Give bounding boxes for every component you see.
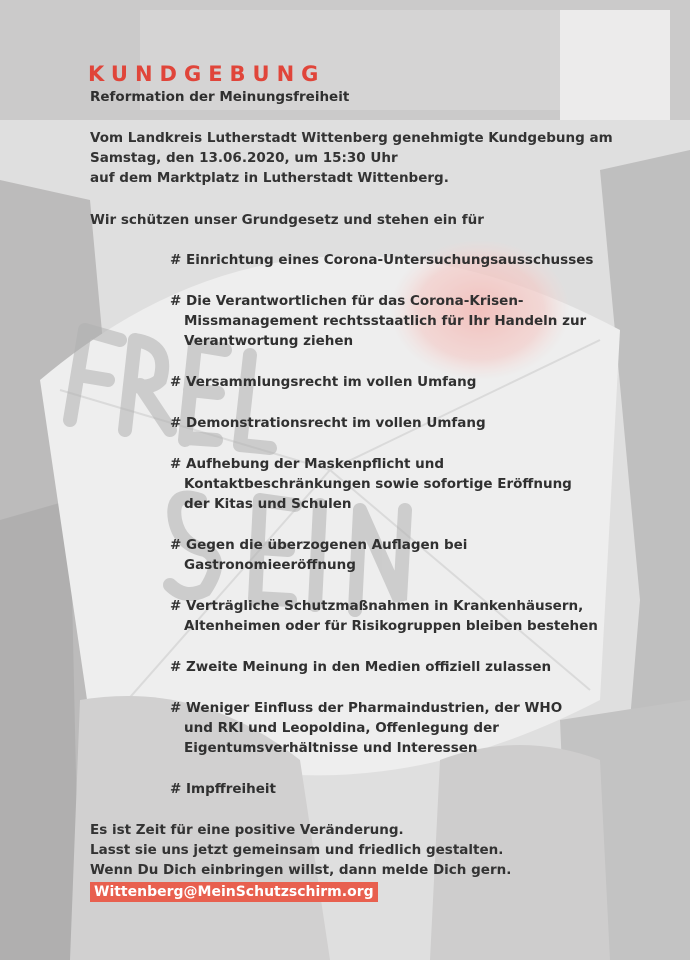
- demand-line: # Zweite Meinung in den Medien offiziell zulassen: [170, 659, 552, 675]
- demand-item: [170, 454, 668, 514]
- demand-line: # Gegen die überzogenen Auflagen bei: [170, 537, 468, 553]
- demand-item: [170, 535, 668, 575]
- demand-line: der Kitas und Schulen: [184, 496, 352, 512]
- demand-item: [170, 779, 668, 799]
- demand-line: Verantwortung ziehen: [184, 333, 354, 349]
- demand-line: # Demonstrationsrecht im vollen Umfang: [170, 415, 486, 431]
- contact-email-link[interactable]: Wittenberg@MeinSchutzschirm.org: [90, 882, 378, 902]
- closing-text: [90, 820, 668, 880]
- demand-item: [170, 372, 668, 392]
- lead-statement: Wir schützen unser Grundgesetz und stehen ein für: [90, 212, 484, 228]
- demand-line: # Weniger Einfluss der Pharmaindustrien, der WHO: [170, 700, 563, 716]
- demand-item: [170, 596, 668, 636]
- demand-line: und RKI und Leopoldina, Offenlegung der: [184, 720, 499, 736]
- demand-line: Missmanagement rechtsstaatlich für Ihr Handeln zur: [184, 313, 587, 329]
- flyer-title: KUNDGEBUNG: [88, 62, 326, 86]
- closing-line: Es ist Zeit für eine positive Veränderung.: [90, 822, 404, 838]
- closing-line: Wenn Du Dich einbringen willst, dann melde Dich gern.: [90, 862, 512, 878]
- demand-item: [170, 413, 668, 433]
- closing-line: Lasst sie uns jetzt gemeinsam und friedlich gestalten.: [90, 842, 504, 858]
- demand-line: # Versammlungsrecht im vollen Umfang: [170, 374, 477, 390]
- demand-item: [170, 698, 668, 758]
- flyer-content: [88, 60, 668, 902]
- demand-item: [170, 291, 668, 351]
- demand-line: Eigentumsverhältnisse und Interessen: [184, 740, 478, 756]
- demand-line: Gastronomieeröffnung: [184, 557, 356, 573]
- event-details-line: Vom Landkreis Lutherstadt Wittenberg genehmigte Kundgebung am: [90, 130, 613, 146]
- demand-item: [170, 250, 668, 270]
- event-details-line: auf dem Marktplatz in Lutherstadt Wittenberg.: [90, 170, 449, 186]
- event-details: [90, 128, 668, 188]
- demands-list: [88, 250, 668, 799]
- demand-line: Altenheimen oder für Risikogruppen bleiben bestehen: [184, 618, 598, 634]
- demand-line: # Die Verantwortlichen für das Corona-Krisen-: [170, 293, 524, 309]
- demand-line: # Aufhebung der Maskenpflicht und: [170, 456, 445, 472]
- demand-item: [170, 657, 668, 677]
- demand-line: # Einrichtung eines Corona-Untersuchungsausschusses: [170, 252, 594, 268]
- demand-line: # Verträgliche Schutzmaßnahmen in Krankenhäusern,: [170, 598, 584, 614]
- demand-line: Kontaktbeschränkungen sowie sofortige Eröffnung: [184, 476, 572, 492]
- flyer-subtitle: Reformation der Meinungsfreiheit: [90, 89, 350, 105]
- event-details-line: Samstag, den 13.06.2020, um 15:30 Uhr: [90, 150, 398, 166]
- demand-line: # Impffreiheit: [170, 781, 276, 797]
